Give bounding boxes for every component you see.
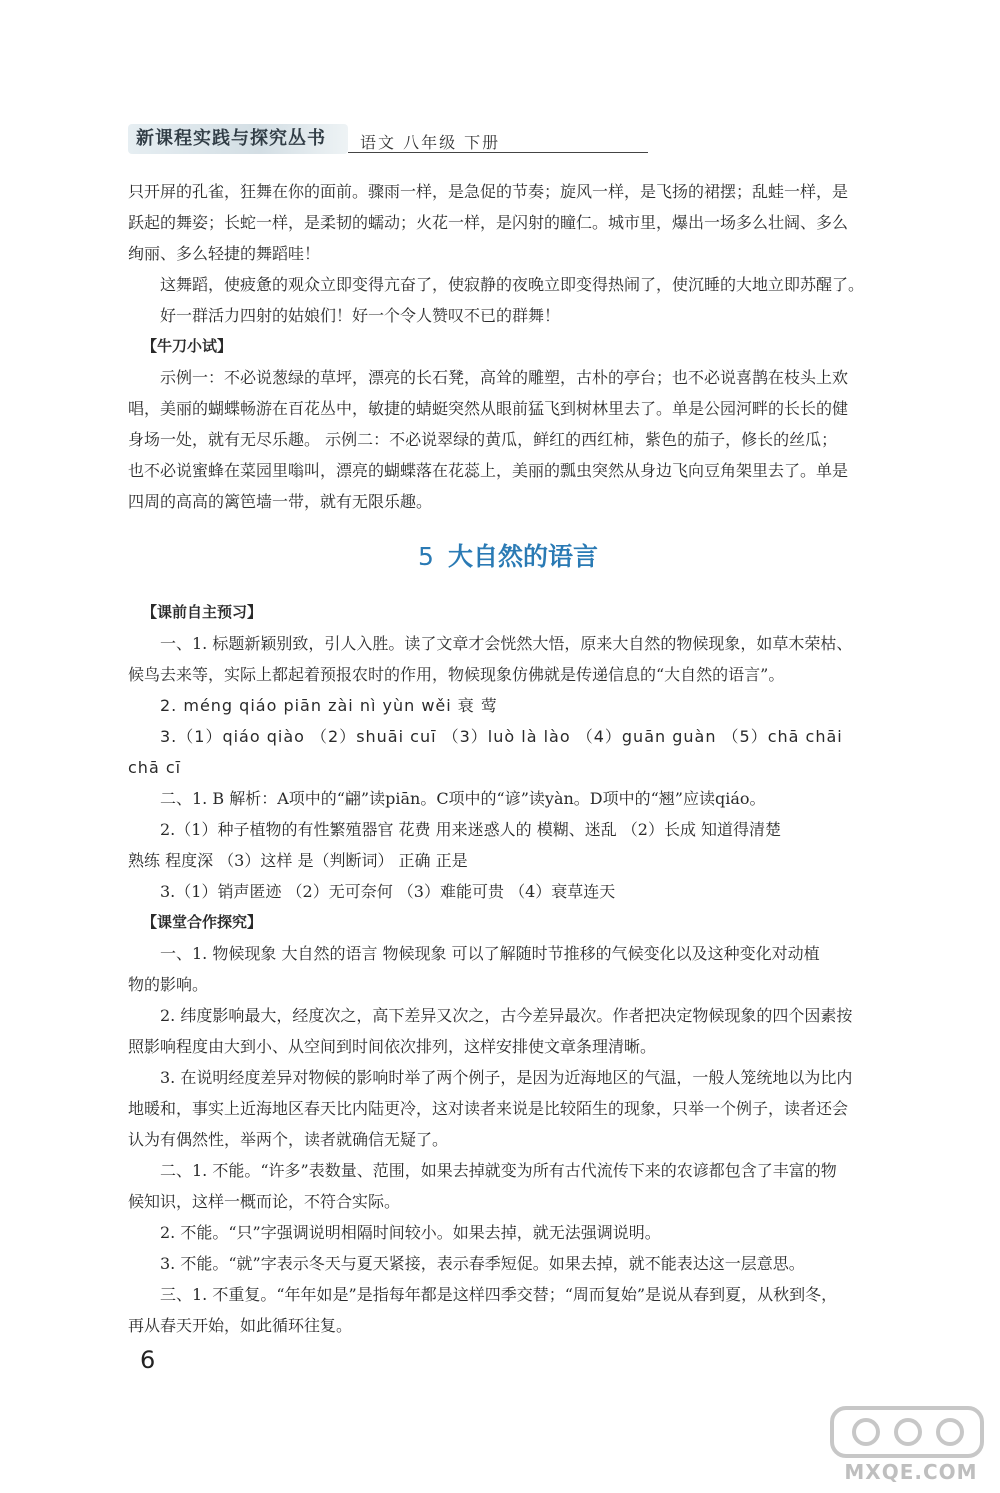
header-rule [348, 152, 648, 153]
body-line: 也不必说蜜蜂在菜园里嗡叫，漂亮的蝴蝶落在花蕊上，美丽的瓢虫突然从身边飞向豆角架里去了。单是 [128, 461, 849, 480]
body-line: chā cī [128, 758, 182, 777]
subject-label: 语文 八年级 下册 [360, 133, 501, 152]
body-line: 二、1. 不能。“许多”表数量、范围，如果去掉就变为所有古代流传下来的农谚都包含了丰富的物 [160, 1161, 837, 1180]
body-line: 二、1. B 解析：A项中的“翩”读piān。C项中的“谚”读yàn。D项中的“翘”应读qiáo。 [160, 789, 766, 808]
body-line: 熟练 程度深 （3）这样 是（判断词） 正确 正是 [128, 851, 468, 870]
body-line: 2.（1）种子植物的有性繁殖器官 花费 用来迷惑人的 模糊、迷乱 （2）长成 知道得清楚 [160, 820, 782, 839]
series-title: 新课程实践与探究丛书 [128, 124, 348, 154]
page-header [128, 122, 528, 156]
answer-logo-icon [826, 1400, 996, 1460]
body-line: 好一群活力四射的姑娘们！好一个令人赞叹不已的群舞！ [160, 306, 561, 325]
body-line: 四周的高高的篱笆墙一带，就有无限乐趣。 [128, 492, 433, 511]
body-line: 只开屏的孔雀，狂舞在你的面前。骤雨一样，是急促的节奏；旋风一样，是飞扬的裙摆；乱蛙一样，是 [128, 182, 849, 201]
section-heading-explore: 【课堂合作探究】 [142, 913, 263, 931]
page-number: 6 [140, 1346, 156, 1374]
chapter-title [128, 517, 888, 597]
body-line: 跃起的舞姿；长蛇一样，是柔韧的蠕动；火花一样，是闪射的瞳仁。城市里，爆出一场多么壮阔、多么 [128, 213, 849, 232]
body-line: 一、1. 标题新颖别致，引人入胜。读了文章才会恍然大悟，原来大自然的物候现象，如草木荣枯、 [160, 634, 853, 653]
body-line: 绚丽、多么轻捷的舞蹈哇！ [128, 244, 321, 263]
body-line: 唱，美丽的蝴蝶畅游在百花丛中，敏捷的蜻蜓突然从眼前猛飞到树林里去了。单是公园河畔的长长的健 [128, 399, 849, 418]
body-line: 认为有偶然性，举两个，读者就确信无疑了。 [128, 1130, 449, 1149]
body-line: 三、1. 不重复。“年年如是”是指每年都是这样四季交替；“周而复始”是说从春到夏，从秋到冬， [160, 1285, 838, 1304]
body-line: 3.（1）qiáo qiào （2）shuāi cuī （3）luò là lào （4）guān guàn （5）chā chāi [160, 727, 843, 746]
body-line: 示例一：不必说葱绿的草坪，漂亮的长石凳，高耸的雕塑，古朴的亭台；也不必说喜鹊在枝头上欢 [160, 368, 849, 387]
body-line: 2. 纬度影响最大，经度次之，高下差异又次之，古今差异最次。作者把决定物候现象的四个因素按 [160, 1006, 853, 1025]
section-heading-preview: 【课前自主预习】 [142, 603, 263, 621]
page-content [128, 176, 888, 1341]
watermark-logo [826, 1400, 996, 1490]
chapter-number: 5 [418, 542, 434, 571]
body-line: 一、1. 物候现象 大自然的语言 物候现象 可以了解随时节推移的气候变化以及这种变化对动植 [160, 944, 820, 963]
body-line: 2. méng qiáo piān zài nì yùn wěi 衰 莺 [160, 696, 498, 715]
body-line: 照影响程度由大到小、从空间到时间依次排列，这样安排使文章条理清晰。 [128, 1037, 657, 1056]
body-line: 3. 在说明经度差异对物候的影响时举了两个例子，是因为近海地区的气温，一般人笼统地以为比内 [160, 1068, 853, 1087]
body-line: 身场一处，就有无尽乐趣。 示例二：不必说翠绿的黄瓜，鲜红的西红柿，紫色的茄子，修长的丝瓜； [128, 430, 838, 449]
body-line: 2. 不能。“只”字强调说明相隔时间较小。如果去掉，就无法强调说明。 [160, 1223, 661, 1242]
body-line: 3.（1）销声匿迹 （2）无可奈何 （3）难能可贵 （4）衰草连天 [160, 882, 616, 901]
body-line: 物的影响。 [128, 975, 209, 994]
body-line: 3. 不能。“就”字表示冬天与夏天紧接，表示春季短促。如果去掉，就不能表达这一层意思。 [160, 1254, 805, 1273]
body-line: 这舞蹈，使疲惫的观众立即变得亢奋了，使寂静的夜晚立即变得热闹了，使沉睡的大地立即苏醒了。 [160, 275, 865, 294]
body-line: 再从春天开始，如此循环往复。 [128, 1316, 353, 1335]
body-line: 候鸟去来等，实际上都起着预报农时的作用，物候现象仿佛就是传递信息的“大自然的语言”。 [128, 665, 785, 684]
section-heading-practice: 【牛刀小试】 [142, 337, 233, 355]
body-line: 地暖和，事实上近海地区春天比内陆更冷，这对读者来说是比较陌生的现象，只举一个例子，读者还会 [128, 1099, 849, 1118]
watermark-text: MXQE.COM [844, 1460, 978, 1484]
body-line: 候知识，这样一概而论，不符合实际。 [128, 1192, 401, 1211]
chapter-name: 大自然的语言 [447, 542, 598, 571]
